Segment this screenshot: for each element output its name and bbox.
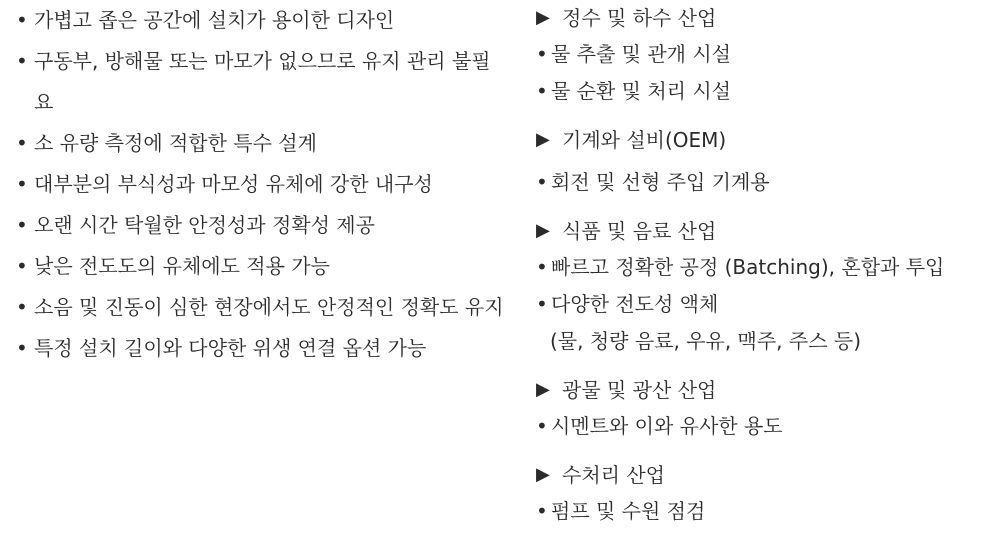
feature-text: 소음 및 진동이 심한 현장에서도 안정적인 정확도 유지 [34, 295, 504, 319]
section-title: 식품 및 음료 산업 [562, 219, 717, 243]
list-item [16, 123, 516, 164]
bullet-icon: • [16, 49, 28, 73]
feature-text: 낮은 전도도의 유체에도 적용 가능 [34, 254, 330, 278]
section-title: 수처리 산업 [562, 463, 665, 487]
item-text: 다양한 전도성 액체 [551, 292, 719, 316]
list-item [16, 328, 516, 369]
bullet-icon: • [536, 414, 548, 438]
bullet-icon: • [16, 8, 28, 32]
arrow-right-icon: ▶ [536, 7, 550, 28]
arrow-right-icon: ▶ [536, 129, 550, 150]
list-item [16, 287, 516, 328]
bullet-icon: • [536, 79, 548, 103]
section-heading [536, 0, 996, 36]
feature-text: 특정 설치 길이와 다양한 위생 연결 옵션 가능 [34, 336, 427, 360]
list-item [16, 0, 516, 41]
item-text: 빠르고 정확한 공정 (Batching), 혼합과 투입 [551, 255, 945, 279]
item-text: 물 순환 및 처리 시설 [551, 79, 731, 103]
list-item [16, 164, 516, 205]
arrow-right-icon: ▶ [536, 379, 550, 400]
feature-list [16, 0, 516, 369]
section-title: 정수 및 하수 산업 [562, 6, 717, 30]
item-text: 펌프 및 수원 점검 [551, 499, 706, 523]
bullet-icon: • [16, 213, 28, 237]
bullet-icon: • [536, 499, 548, 523]
bullet-icon: • [16, 336, 28, 360]
bullet-icon: • [16, 131, 28, 155]
section-heading [536, 122, 996, 158]
list-item [536, 73, 996, 110]
feature-text: 구동부, 방해물 또는 마모가 없으므로 유지 관리 불필요 [34, 49, 491, 114]
bullet-icon: • [536, 42, 548, 66]
bullet-icon: • [536, 292, 548, 316]
bullet-icon: • [536, 255, 548, 279]
list-item [536, 36, 996, 73]
list-item [536, 164, 996, 201]
section-heading [536, 457, 996, 493]
item-text: 물 추출 및 관개 시설 [551, 42, 731, 66]
arrow-right-icon: ▶ [536, 220, 550, 241]
item-text: 회전 및 선형 주입 기계용 [551, 170, 770, 194]
bullet-icon: • [536, 170, 548, 194]
section-heading [536, 372, 996, 408]
industry-list [536, 0, 996, 530]
feature-text: 가볍고 좁은 공간에 설치가 용이한 디자인 [34, 8, 395, 32]
item-subtext: (물, 청량 음료, 우유, 맥주, 주스 등) [550, 329, 862, 353]
list-item [536, 493, 996, 530]
bullet-icon: • [16, 172, 28, 196]
bullet-icon: • [16, 295, 28, 319]
list-item [16, 246, 516, 287]
list-item [16, 41, 516, 123]
feature-text: 대부분의 부식성과 마모성 유체에 강한 내구성 [34, 172, 433, 196]
list-item [536, 286, 996, 323]
bullet-icon: • [16, 254, 28, 278]
section-title: 광물 및 광산 산업 [562, 378, 717, 402]
section-heading [536, 213, 996, 249]
item-text: 시멘트와 이와 유사한 용도 [551, 414, 783, 438]
arrow-right-icon: ▶ [536, 464, 550, 485]
list-item [536, 408, 996, 445]
feature-text: 소 유량 측정에 적합한 특수 설계 [34, 131, 317, 155]
feature-text: 오랜 시간 탁월한 안정성과 정확성 제공 [34, 213, 375, 237]
list-item [16, 205, 516, 246]
section-title: 기계와 설비(OEM) [562, 128, 727, 152]
list-item [536, 249, 996, 286]
